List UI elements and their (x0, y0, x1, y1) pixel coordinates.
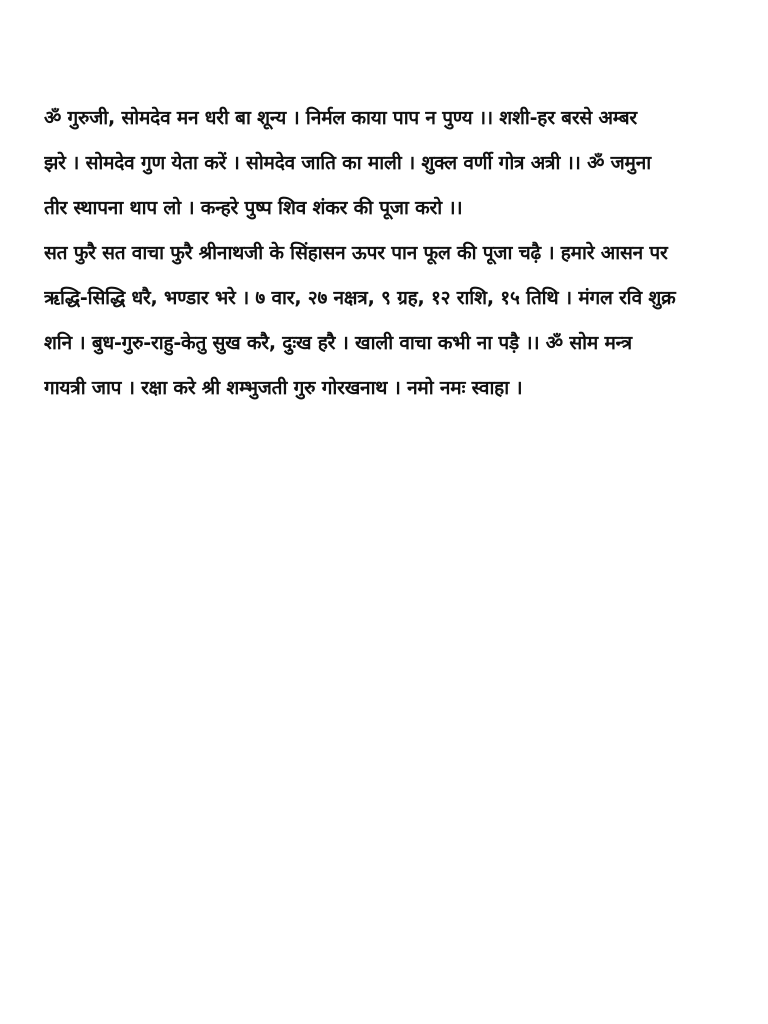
text-line-3: तीर स्थापना थाप लो । कन्हरे पुष्प शिव शंकर की पूजा करो ।। (44, 197, 463, 219)
text-line-7: गायत्री जाप । रक्षा करे श्री शम्भुजती गुरु गोरखनाथ । नमो नमः स्वाहा । (44, 377, 523, 399)
text-line-1: ॐ गुरुजी, सोमदेव मन धरी बा शून्य । निर्मल काया पाप न पुण्य ।। शशी-हर बरसे अम्बर (44, 107, 637, 129)
text-line-4: सत फुरै सत वाचा फुरै श्रीनाथजी के सिंहासन ऊपर पान फूल की पूजा चढ़ै । हमारे आसन पर (44, 242, 668, 264)
text-line-6: शनि । बुध-गुरु-राहु-केतु सुख करै, दुःख हरै । खाली वाचा कभी ना पड़ै ।। ॐ सोम मन्त्र (44, 332, 632, 354)
text-line-5: ऋद्धि-सिद्धि धरै, भण्डार भरे । ७ वार, २७ नक्षत्र, ९ ग्रह, १२ राशि, १५ तिथि । मंगल रवि शुक्र (44, 287, 676, 309)
text-line-2: झरे । सोमदेव गुण येता करें । सोमदेव जाति का माली । शुक्ल वर्णी गोत्र अत्री ।। ॐ जमुना (44, 152, 651, 174)
mantra-text-block (44, 96, 734, 411)
